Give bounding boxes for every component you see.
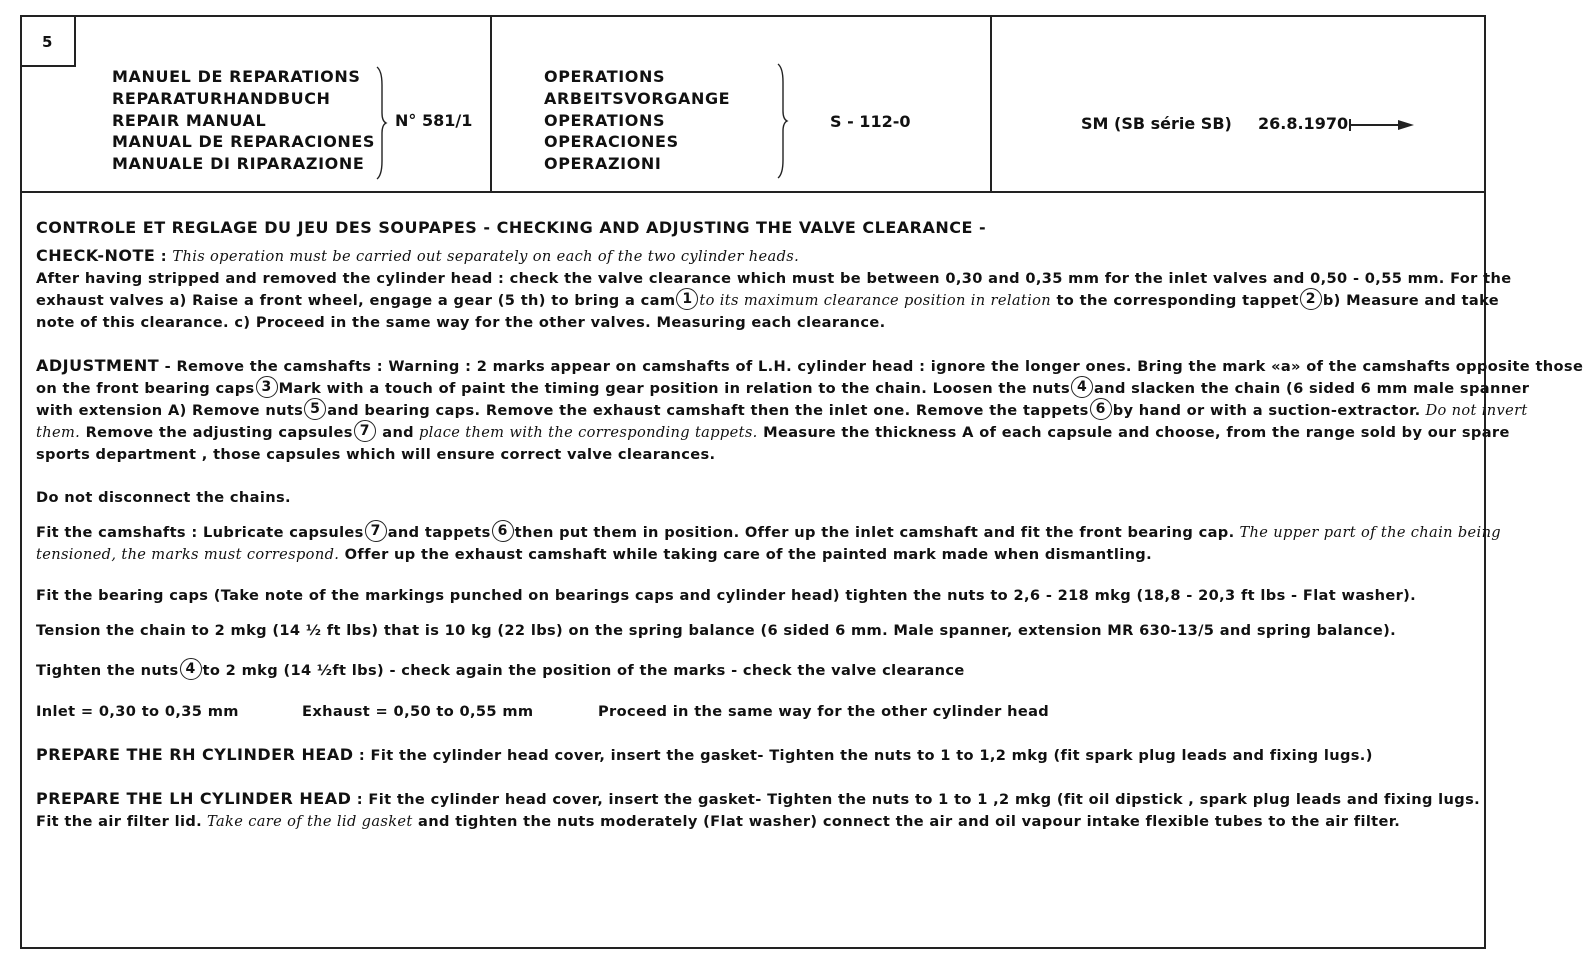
- paragraph-line: Do not disconnect the chains.: [36, 489, 291, 506]
- paragraph-line: sports department , those capsules which will ensure correct valve clearances.: [36, 446, 716, 463]
- operation-code: S - 112-0: [830, 112, 911, 131]
- manual-title-es: MANUAL DE REPARACIONES: [112, 132, 376, 152]
- manual-title-fr: MANUEL DE REPARATIONS: [112, 67, 361, 86]
- callout-2: 2: [1300, 288, 1322, 310]
- paragraph-line: Fit the bearing caps (Take note of the markings punched on bearings caps and cylinder head) tighten the nuts to 2,6 - 218 mkg (18,8 - 20,3 ft lbs - Flat washer).: [36, 587, 1417, 604]
- text-span: Fit the air filter lid.: [36, 813, 203, 830]
- callout-7: 7: [354, 420, 376, 442]
- text-span: exhaust valves a) Raise a front wheel, engage a gear (5 th) to bring a cam: [36, 292, 676, 309]
- operation-title-en: OPERATIONS: [544, 110, 666, 130]
- text-span: place them with the corresponding tappets.: [413, 424, 758, 441]
- rh-label: PREPARE THE RH CYLINDER HEAD: [36, 745, 354, 764]
- paragraph-line: [36, 660, 1476, 682]
- paragraph-line: [36, 788, 1480, 811]
- operation-title-es: OPERACIONES: [544, 132, 679, 152]
- paragraph-line: note of this clearance. c) Proceed in the same way for the other valves. Measuring each clearance.: [36, 314, 886, 331]
- text-span: Remove the adjusting capsules: [80, 424, 353, 441]
- text-span: and: [376, 424, 414, 441]
- paragraph-line: [36, 290, 1499, 312]
- callout-1: 1: [676, 288, 698, 310]
- text-span: Take care of the lid gasket: [202, 813, 413, 830]
- text-span: and tighten the nuts moderately (Flat washer) connect the air and oil vapour intake flexible tubes to the air filter.: [412, 813, 1401, 830]
- text-span: Tighten the nuts: [36, 662, 179, 679]
- model: SM (SB série SB): [1081, 114, 1232, 133]
- arrow-right-icon: [1348, 117, 1416, 133]
- callout-6: 6: [492, 520, 514, 542]
- text-span: then put them in position. Offer up the inlet camshaft and fit the front bearing cap.: [514, 524, 1235, 541]
- header-divider: [490, 17, 492, 191]
- text-span: Measure the thickness A of each capsule and choose, from the range sold by our spare: [757, 424, 1510, 441]
- manual-brace: [375, 65, 387, 181]
- text-span: them.: [36, 424, 81, 441]
- text-span: to the corresponding tappet: [1051, 292, 1299, 309]
- adjustment-label: ADJUSTMENT: [36, 356, 160, 375]
- clearance-values: [36, 701, 1476, 723]
- exhaust-value: Exhaust = 0,50 to 0,55 mm: [302, 703, 534, 720]
- spacer: [36, 642, 1476, 660]
- text-span: to its maximum clearance position in relation: [699, 292, 1052, 309]
- text-span: and bearing caps. Remove the exhaust camshaft then the inlet one. Remove the tappets: [327, 402, 1089, 419]
- document-header: [22, 17, 1484, 193]
- text-span: Fit the camshafts : Lubricate capsules: [36, 524, 364, 541]
- inlet-value: Inlet = 0,30 to 0,35 mm: [36, 703, 239, 720]
- paragraph-line: [36, 400, 1528, 422]
- text-span: and slacken the chain (6 sided 6 mm male spanner: [1094, 380, 1530, 397]
- text-span: by hand or with a suction-extractor.: [1112, 402, 1421, 419]
- proceed-text: Proceed in the same way for the other cylinder head: [598, 703, 1050, 720]
- text-span: and tappets: [387, 524, 491, 541]
- paragraph-line: After having stripped and removed the cylinder head : check the valve clearance which must be between 0,30 and 0,35 mm for the inlet valves and 0,50 - 0,55 mm. For the: [36, 270, 1512, 287]
- document-sheet: [20, 15, 1583, 949]
- text-span: to 2 mkg (14 ½ft lbs) - check again the position of the marks - check the valve clearance: [202, 662, 965, 679]
- text-span: Do not invert: [1420, 402, 1528, 419]
- operation-titles: [544, 66, 730, 175]
- text-span: b) Measure and take: [1322, 292, 1499, 309]
- text-span: The upper part of the chain being: [1234, 524, 1502, 541]
- text-span: Mark with a touch of paint the timing gear position in relation to the chain. Loosen the nuts: [278, 380, 1071, 397]
- text-span: on the front bearing caps: [36, 380, 255, 397]
- paragraph-line: [36, 522, 1502, 544]
- callout-6: 6: [1090, 398, 1112, 420]
- paragraph-line: [36, 355, 1583, 378]
- date: 26.8.1970: [1258, 114, 1349, 133]
- spacer: [36, 767, 1476, 788]
- lh-label: PREPARE THE LH CYLINDER HEAD: [36, 789, 352, 808]
- manual-title-de: REPARATURHANDBUCH: [112, 88, 331, 108]
- page-number: 5: [22, 17, 76, 67]
- check-note: [36, 245, 1476, 268]
- spacer: [36, 334, 1476, 355]
- callout-3: 3: [256, 376, 278, 398]
- spacer: [36, 607, 1476, 620]
- paragraph-line: [36, 544, 1476, 566]
- paragraph-line: [36, 378, 1530, 400]
- document-body: [36, 217, 1583, 833]
- header-divider: [990, 17, 992, 191]
- spacer: [36, 682, 1476, 701]
- spacer: [36, 566, 1476, 585]
- callout-4: 4: [180, 658, 202, 680]
- text-span: - Remove the camshafts : Warning : 2 marks appear on camshafts of L.H. cylinder head : ignore the longer ones. Bring the mark «a» of the camshafts opposite those: [159, 358, 1583, 375]
- text-span: : Fit the cylinder head cover, insert the gasket- Tighten the nuts to 1 to 1,2 mkg (fit spark plug leads and fixing lugs.): [353, 747, 1373, 764]
- paragraph-line: Tension the chain to 2 mkg (14 ½ ft lbs) that is 10 kg (22 lbs) on the spring balance (6 sided 6 mm. Male spanner, extension MR 630-13/5 and spring balance).: [36, 622, 1397, 639]
- paragraph-line: [36, 811, 1476, 833]
- check-note-text: This operation must be carried out separately on each of the two cylinder heads.: [172, 248, 800, 265]
- paragraph-line: [36, 744, 1476, 767]
- paragraph-line: [36, 422, 1510, 444]
- callout-5: 5: [304, 398, 326, 420]
- callout-4: 4: [1071, 376, 1093, 398]
- operation-title-it: OPERAZIONI: [544, 154, 662, 174]
- manual-number: N° 581/1: [395, 111, 473, 130]
- text-span: Offer up the exhaust camshaft while taking care of the painted mark made when dismantling.: [339, 546, 1153, 563]
- text-span: tensioned, the marks must correspond.: [36, 546, 340, 563]
- operation-brace: [776, 62, 788, 180]
- manual-titles: [112, 66, 375, 175]
- section-title: CONTROLE ET REGLAGE DU JEU DES SOUPAPES - CHECKING AND ADJUSTING THE VALVE CLEARANCE -: [36, 218, 987, 237]
- text-span: : Fit the cylinder head cover, insert the gasket- Tighten the nuts to 1 to 1 ,2 mkg (fit oil dipstick , spark plug leads and fixing lugs.: [351, 791, 1480, 808]
- check-note-sep: :: [155, 248, 173, 265]
- operation-title-fr: OPERATIONS: [544, 67, 666, 86]
- spacer: [36, 723, 1476, 744]
- operation-title-de: ARBEITSVORGANGE: [544, 88, 731, 108]
- callout-7: 7: [365, 520, 387, 542]
- spacer: [36, 466, 1476, 487]
- manual-title-it: MANUALE DI RIPARAZIONE: [112, 154, 365, 174]
- text-span: with extension A) Remove nuts: [36, 402, 304, 419]
- manual-title-en: REPAIR MANUAL: [112, 110, 267, 130]
- check-note-label: CHECK-NOTE: [36, 246, 156, 265]
- spacer: [36, 509, 1476, 522]
